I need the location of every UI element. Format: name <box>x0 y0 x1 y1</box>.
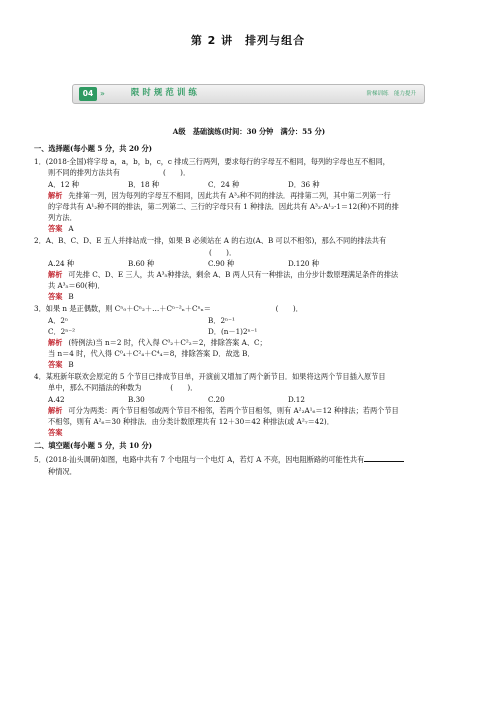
question-2 <box>34 235 464 302</box>
question-stem: 4．某班新年联欢会原定的 5 个节目已排成节目单，开演前又增加了两个新节目．如果将这两个节目插入原节目 <box>34 372 386 382</box>
level-heading: A级 基础演练(时间：30 分钟 满分：55 分) <box>172 127 326 136</box>
question-stem <box>34 453 464 465</box>
question-stem: 单中，那么不同插法的种数为 ( )． <box>48 383 198 393</box>
solution-tag: 解析 <box>48 190 63 200</box>
option: A.24 种 <box>48 258 75 268</box>
answer-value: A <box>68 224 74 234</box>
section-fill-heading: 二、填空题(每小题 5 分，共 10 分) <box>34 441 153 451</box>
option: B．18 种 <box>128 179 160 189</box>
question-5 <box>34 453 464 476</box>
option: D.12 <box>288 394 305 404</box>
question-stem: ( )． <box>209 247 237 257</box>
question-stem: 则不同的排列方法共有 ( )． <box>48 168 191 178</box>
banner-subtitle: 阶梯训练 能力提升 <box>366 90 416 97</box>
option: D．36 种 <box>288 179 320 189</box>
option: B.30 <box>128 394 145 404</box>
option: C．24 种 <box>208 179 240 189</box>
option: B.60 种 <box>128 258 155 268</box>
answer-value: B <box>68 292 74 302</box>
option: C．2ⁿ⁻² <box>48 326 76 336</box>
question-stem-text: 5．(2018·汕头调研)如图，电路中共有 7 个电阻与一个电灯 A，若灯 A 不亮，因电阻断路的可能性共有 <box>34 455 365 465</box>
solution-text: 不相邻，则有 A²₆＝30 种排法．由分类计数原理共有 12＋30＝42 种排法(或 A²₇＝42)． <box>48 416 334 426</box>
question-4 <box>34 371 464 438</box>
question-stem: 3．如果 n 是正偶数，则 Cⁿ₀＋Cⁿ₂＋…＋Cⁿ⁻²ₙ＋Cⁿₙ＝ ( )． <box>34 304 303 314</box>
solution-text: 先排第一列，因为每列的字母互不相同，因此共有 A³₃种不同的排法．再排第二列，其中第二列第一行 <box>68 190 391 200</box>
option: D.120 种 <box>288 258 319 268</box>
answer <box>34 223 464 234</box>
answer-value: B <box>68 360 74 370</box>
option: A．12 种 <box>48 179 79 189</box>
exercise-content <box>34 126 464 478</box>
solution-text: 列方法． <box>48 213 77 223</box>
answer <box>34 291 464 302</box>
double-arrow-icon: » <box>100 88 105 98</box>
banner-number: 04 <box>79 87 97 101</box>
section-banner <box>72 84 425 104</box>
option: C.90 种 <box>208 258 235 268</box>
solution-tag: 解析 <box>48 337 63 347</box>
options-row <box>34 258 464 269</box>
solution-tag: 解析 <box>48 269 63 279</box>
question-1 <box>34 156 464 234</box>
answer-tag: 答案 <box>48 292 63 302</box>
banner-title: 限时规范训练 <box>130 88 200 99</box>
page-title: 第 2 讲 排列与组合 <box>190 34 306 47</box>
solution-text: 可分为两类：两个节目相邻或两个节目不相邻，若两个节目相邻，则有 A²₂A¹₆＝12 种排法；若两个节目 <box>68 405 399 415</box>
question-stem: 2．A、B、C、D、E 五人并排站成一排，如果 B 必须站在 A 的右边(A、B 可以不相邻)，那么不同的排法共有 <box>34 236 387 246</box>
solution-text: (特例法)当 n＝2 时，代入得 C⁰₂＋C²₂＝2，排除答案 A、C； <box>68 337 267 347</box>
answer <box>34 359 464 370</box>
solution <box>34 405 464 416</box>
solution <box>34 337 464 348</box>
solution-text: 共 A³₅＝60(种)． <box>48 281 105 291</box>
option: B．2ⁿ⁻¹ <box>208 315 235 325</box>
section-choice-heading: 一、选择题(每小题 5 分，共 20 分) <box>34 144 153 154</box>
options-row <box>34 315 464 326</box>
answer-tag: 答案 <box>48 224 63 234</box>
answer-blank <box>364 453 404 462</box>
solution-text: 可先排 C、D、E 三人，共 A³₅种排法，剩余 A、B 两人只有一种排法，由分步计数原理满足条件的排法 <box>68 269 399 279</box>
option: A．2ⁿ <box>48 315 69 325</box>
options-row <box>34 394 464 405</box>
answer-tag: 答案 <box>48 360 63 370</box>
option: C.20 <box>208 394 225 404</box>
solution-text: 的字母共有 A¹₂种不同的排法，第二列第二、三行的字母只有 1 种排法．因此共有 A³₃·A¹₂·1＝12(种)不同的排 <box>48 201 399 211</box>
solution-text: 当 n＝4 时，代入得 C⁰₄＋C²₄＋C⁴₄＝8，排除答案 D．故选 B． <box>48 348 255 358</box>
options-row <box>34 179 464 190</box>
solution <box>34 190 464 201</box>
answer-tag: 答案 <box>48 428 63 438</box>
solution-tag: 解析 <box>48 405 63 415</box>
question-stem: 种情况． <box>48 466 77 476</box>
option: A.42 <box>48 394 65 404</box>
solution <box>34 269 464 280</box>
question-3 <box>34 303 464 370</box>
question-stem: 1．(2018·全国)将字母 a，a，b，b，c，c 排成三行两列，要求每行的字母互不相同，每列的字母也互不相同， <box>34 157 390 167</box>
options-row <box>34 326 464 337</box>
answer <box>34 427 464 438</box>
option: D．(n－1)2ⁿ⁻¹ <box>208 326 258 336</box>
